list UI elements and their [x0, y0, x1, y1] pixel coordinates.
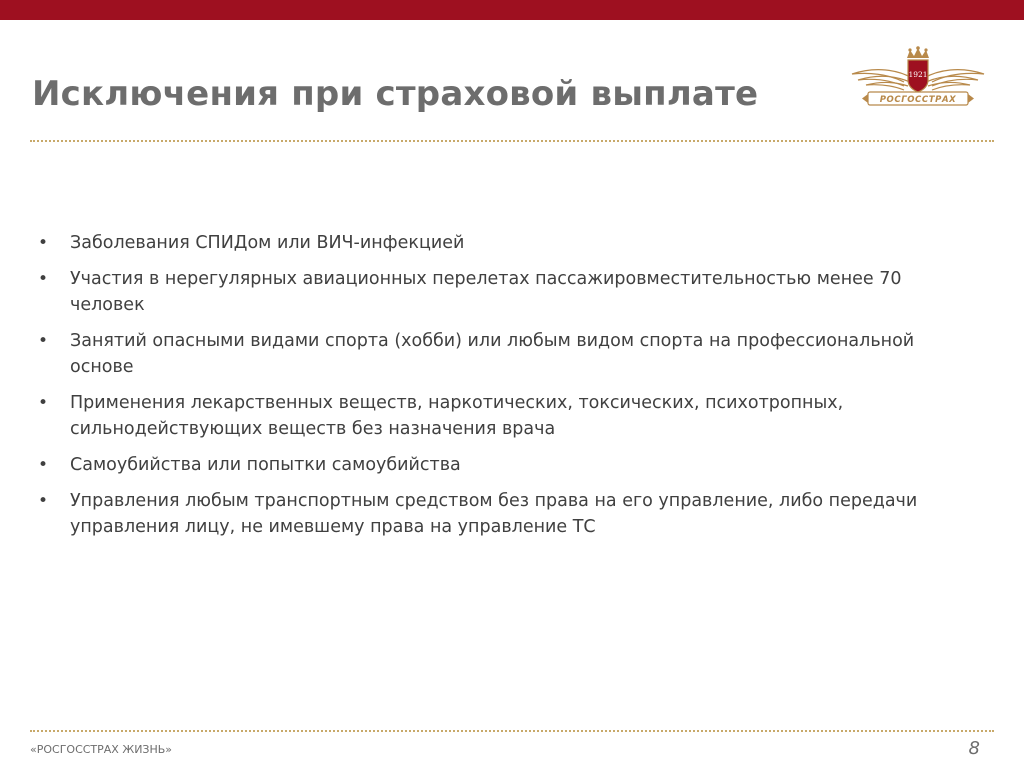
footer-company-name: «РОСГОССТРАХ ЖИЗНЬ» — [30, 743, 173, 756]
bullet-marker: • — [38, 455, 49, 475]
bullet-marker: • — [38, 393, 49, 413]
list-item-text: Самоубийства или попытки самоубийства — [70, 455, 461, 475]
bullet-marker: • — [38, 269, 49, 289]
list-item — [38, 452, 968, 478]
list-item-text: Применения лекарственных веществ, наркотических, токсических, психотропных, сильнодействующих веществ без назначения врача — [70, 393, 844, 439]
exclusions-list — [38, 230, 968, 550]
rosgosstrakh-logo — [846, 44, 990, 116]
top-accent-bar — [0, 0, 1024, 20]
header-divider — [30, 140, 994, 142]
list-item — [38, 230, 968, 256]
page-number: 8 — [968, 738, 980, 759]
footer-divider — [30, 730, 994, 732]
bullet-marker: • — [38, 491, 49, 511]
slide-title: Исключения при страховой выплате — [32, 74, 759, 114]
bullet-marker: • — [38, 331, 49, 351]
list-item — [38, 390, 968, 442]
list-item-text: Управления любым транспортным средством без права на его управление, либо передачи управления лицу, не имевшему права на управление ТС — [70, 491, 918, 537]
list-item-text: Занятий опасными видами спорта (хобби) или любым видом спорта на профессиональной основе — [70, 331, 915, 377]
list-item-text: Заболевания СПИДом или ВИЧ-инфекцией — [70, 233, 465, 253]
bullet-marker: • — [38, 233, 49, 253]
list-item-text: Участия в нерегулярных авиационных перелетах пассажировместительностью менее 70 человек — [70, 269, 902, 315]
logo-year: 1921 — [908, 70, 928, 79]
list-item — [38, 488, 968, 540]
list-item — [38, 266, 968, 318]
logo-wordmark: РОСГОССТРАХ — [879, 95, 957, 106]
list-item — [38, 328, 968, 380]
